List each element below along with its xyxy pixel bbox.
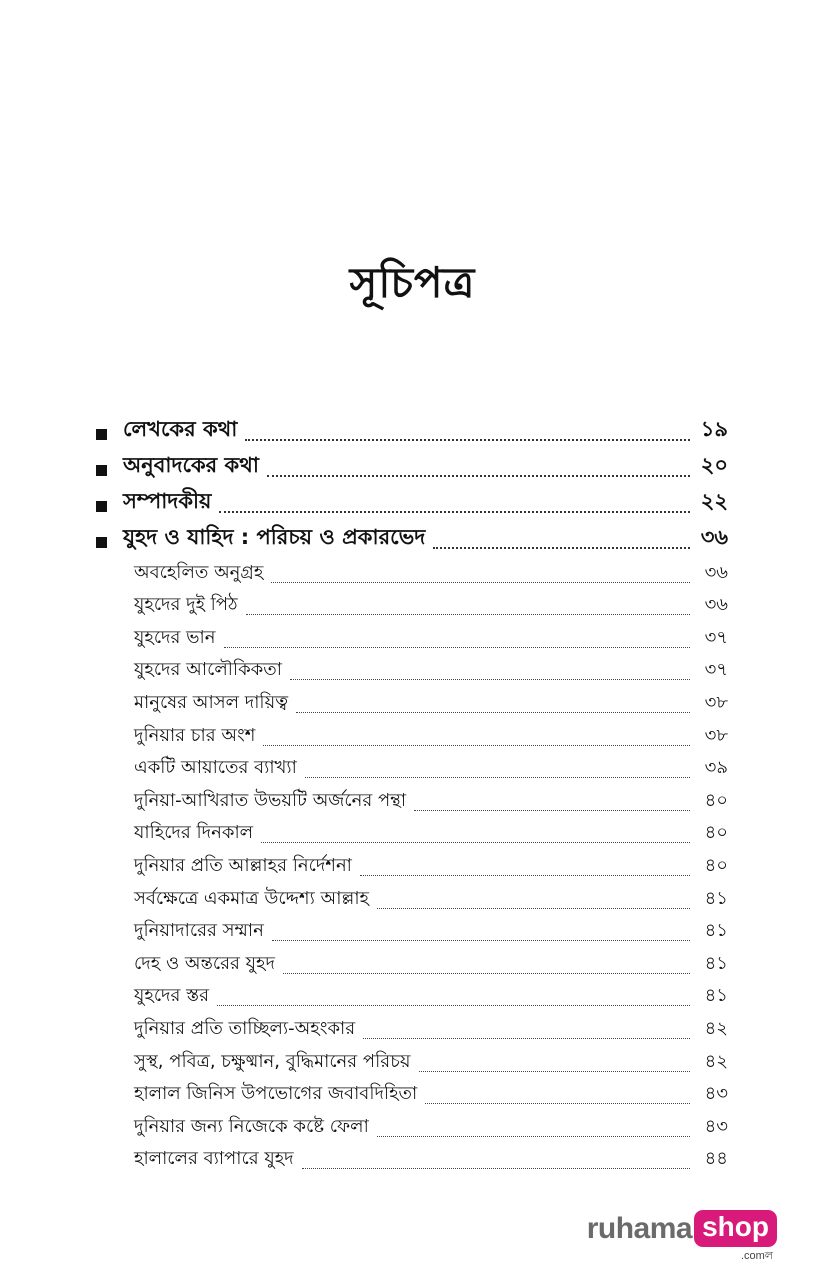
toc-sub-entry[interactable] — [96, 947, 728, 980]
toc-page-number: ৩৬ — [704, 594, 728, 616]
square-bullet-icon — [96, 501, 107, 512]
toc-entry-label: দুনিয়ার জন্য নিজেকে কষ্টে ফেলা — [134, 1115, 369, 1137]
square-bullet-icon — [96, 429, 107, 440]
toc-main-entry[interactable] — [96, 520, 728, 556]
dot-leader — [267, 475, 690, 477]
toc-sub-entry[interactable] — [96, 784, 728, 817]
toc-entry-label: যুহদ ও যাহিদ : পরিচয় ও প্রকারভেদ — [123, 525, 426, 549]
toc-sub-entry[interactable] — [96, 1143, 728, 1176]
toc-entry-label: দুনিয়া-আখিরাত উভয়টি অর্জনের পন্থা — [134, 789, 407, 811]
toc-page-number: ৪৩ — [704, 1083, 728, 1105]
toc-page-number: ৩৬ — [700, 525, 728, 549]
toc-entry-label: দেহ ও অন্তরের যুহদ — [134, 952, 275, 974]
toc-page-number: ২০ — [700, 453, 728, 477]
toc-entry-label: লেখকের কথা — [123, 417, 238, 441]
toc-page-number: ৪৩ — [704, 1115, 728, 1137]
toc-page-number: ৪১ — [704, 985, 728, 1007]
page-title: সূচিপত্র — [349, 258, 476, 307]
dot-leader — [224, 647, 690, 648]
toc-sub-entry[interactable] — [96, 1045, 728, 1078]
dot-leader — [425, 1103, 690, 1104]
dot-leader — [377, 1136, 690, 1137]
toc-entry-label: দুনিয়ার প্রতি তাচ্ছিল্য-অহংকার — [134, 1017, 356, 1039]
toc-main-entry[interactable] — [96, 448, 728, 484]
dot-leader — [433, 547, 690, 549]
toc-entry-label: যুহদের স্তর — [134, 985, 209, 1007]
toc-sub-entry[interactable] — [96, 556, 728, 589]
dot-leader — [290, 679, 690, 680]
dot-leader — [245, 439, 690, 441]
toc-entry-label: হালাল জিনিস উপভোগের জবাবদিহিতা — [134, 1083, 418, 1105]
dot-leader — [296, 712, 690, 713]
dot-leader — [246, 614, 690, 615]
toc-page-number: ৩৭ — [704, 659, 728, 681]
dot-leader — [419, 1071, 690, 1072]
toc-sub-entry[interactable] — [96, 817, 728, 850]
toc-page-number: ৩৯ — [704, 757, 728, 779]
toc-sub-entry[interactable] — [96, 752, 728, 785]
toc-sub-entry[interactable] — [96, 882, 728, 915]
toc-sub-entry[interactable] — [96, 1110, 728, 1143]
dot-leader — [283, 973, 690, 974]
square-bullet-icon — [96, 465, 107, 476]
toc-entry-label: দুনিয়ার চার অংশ — [134, 724, 256, 746]
toc-entry-label: হালালের ব্যাপারে যুহদ — [134, 1148, 294, 1170]
toc-page-number: ৩৭ — [704, 626, 728, 648]
toc-page-number: ৪১ — [704, 887, 728, 909]
logo-text-left: ruhama — [586, 1211, 693, 1245]
logo-domain-suffix: .comল — [740, 1250, 773, 1262]
table-of-contents — [96, 412, 728, 1175]
toc-sub-entry[interactable] — [96, 1078, 728, 1111]
toc-page-number: ৪১ — [704, 952, 728, 974]
dot-leader — [302, 1168, 690, 1169]
toc-sub-entry[interactable] — [96, 849, 728, 882]
dot-leader — [414, 810, 690, 811]
toc-main-entry[interactable] — [96, 484, 728, 520]
dot-leader — [271, 582, 690, 583]
toc-entry-label: একটি আয়াতের ব্যাখ্যা — [134, 757, 297, 779]
logo-text-right: shop — [694, 1210, 777, 1247]
toc-entry-label: মানুষের আসল দায়িত্ব — [134, 691, 288, 713]
toc-sub-entry[interactable] — [96, 686, 728, 719]
dot-leader — [219, 511, 690, 513]
toc-sub-entry[interactable] — [96, 621, 728, 654]
dot-leader — [360, 875, 690, 876]
toc-sub-entry[interactable] — [96, 589, 728, 622]
toc-entry-label: অনুবাদকের কথা — [123, 453, 259, 477]
toc-entry-label: সম্পাদকীয় — [123, 489, 212, 513]
square-bullet-icon — [96, 537, 107, 548]
ruhama-shop-logo — [587, 1210, 777, 1247]
dot-leader — [305, 777, 690, 778]
toc-entry-label: অবহেলিত অনুগ্রহ — [134, 561, 264, 583]
toc-page-number: ৪০ — [704, 854, 728, 876]
toc-sub-entry[interactable] — [96, 719, 728, 752]
toc-page-number: ১৯ — [700, 417, 728, 441]
toc-sub-entry[interactable] — [96, 980, 728, 1013]
dot-leader — [261, 842, 690, 843]
toc-main-entry[interactable] — [96, 412, 728, 448]
toc-sub-entry[interactable] — [96, 1012, 728, 1045]
toc-entry-label: যুহদের দুই পিঠ — [134, 594, 238, 616]
toc-page-number: ৩৮ — [704, 724, 728, 746]
toc-entry-label: দুনিয়াদারের সম্মান — [134, 920, 264, 942]
dot-leader — [363, 1038, 690, 1039]
dot-leader — [263, 745, 690, 746]
toc-page-number: ৪২ — [704, 1017, 728, 1039]
toc-entry-label: দুনিয়ার প্রতি আল্লাহর নির্দেশনা — [134, 854, 352, 876]
dot-leader — [217, 1005, 690, 1006]
toc-page-number: ৩৬ — [704, 561, 728, 583]
toc-entry-label: সুস্থ, পবিত্র, চক্ষুষ্মান, বুদ্ধিমানের পরিচয় — [134, 1050, 411, 1072]
toc-page-number: ৩৮ — [704, 691, 728, 713]
toc-entry-label: যাহিদের দিনকাল — [134, 822, 254, 844]
toc-sub-entry[interactable] — [96, 915, 728, 948]
dot-leader — [272, 940, 690, 941]
toc-page-number: ৪১ — [704, 920, 728, 942]
toc-page-number: ২২ — [700, 489, 728, 513]
toc-sub-entry[interactable] — [96, 654, 728, 687]
toc-page-number: ৪০ — [704, 789, 728, 811]
toc-entry-label: সর্বক্ষেত্রে একমাত্র উদ্দেশ্য আল্লাহ — [134, 887, 369, 909]
dot-leader — [377, 908, 690, 909]
toc-page-number: ৪২ — [704, 1050, 728, 1072]
toc-entry-label: যুহদের আলৌকিকতা — [134, 659, 282, 681]
toc-page-number: ৪০ — [704, 822, 728, 844]
toc-entry-label: যুহদের ভান — [134, 626, 216, 648]
toc-page-number: ৪৪ — [704, 1148, 728, 1170]
